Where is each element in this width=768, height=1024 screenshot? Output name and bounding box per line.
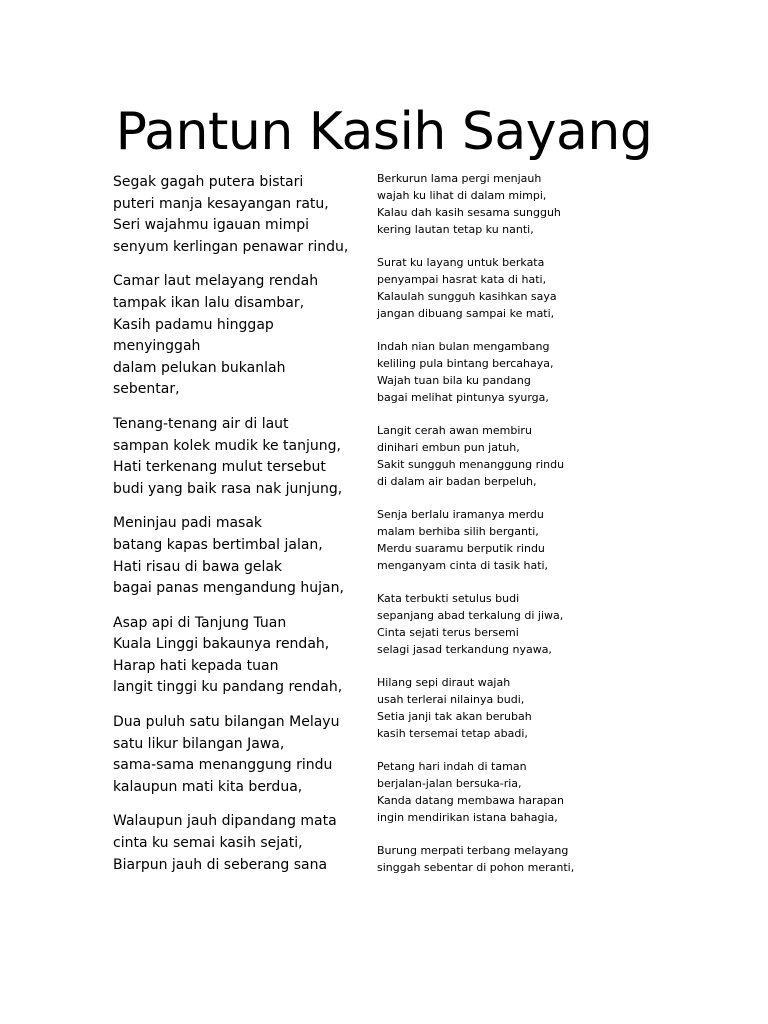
poem-line: Walaupun jauh dipandang mata [113, 813, 337, 830]
left-poem-column [113, 172, 363, 889]
poem-line: menganyam cinta di tasik hati, [377, 559, 549, 572]
poem-line: puteri manja kesayangan ratu, [113, 195, 329, 212]
poem-line: Kata terbukti setulus budi [377, 592, 520, 605]
pantun-stanza [377, 842, 592, 876]
poem-line: keliling pula bintang bercahaya, [377, 357, 554, 370]
poem-line: kering lautan tetap ku nanti, [377, 223, 534, 236]
poem-line: dalam pelukan bukanlah [113, 359, 286, 376]
pantun-stanza [113, 414, 363, 500]
pantun-stanza [377, 422, 592, 490]
poem-line: Seri wajahmu igauan mimpi [113, 217, 309, 234]
poem-line: Camar laut melayang rendah [113, 273, 319, 290]
poem-line: budi yang baik rasa nak junjung, [113, 480, 343, 497]
poem-line: Harap hati kepada tuan [113, 657, 279, 674]
poem-line: bagai panas mengandung hujan, [113, 580, 344, 597]
pantun-stanza [113, 172, 363, 258]
poem-line: Dua puluh satu bilangan Melayu [113, 714, 340, 731]
poem-line: di dalam air badan berpeluh, [377, 475, 537, 488]
poem-line: Biarpun jauh di seberang sana [113, 856, 328, 873]
poem-line: penyampai hasrat kata di hati, [377, 273, 547, 286]
poem-line: Indah nian bulan mengambang [377, 340, 550, 353]
poem-line: langit tinggi ku pandang rendah, [113, 679, 343, 696]
poem-line: sebentar, [113, 381, 180, 398]
poem-line: berjalan-jalan bersuka-ria, [377, 777, 522, 790]
pantun-stanza [113, 712, 363, 798]
poem-line: Langit cerah awan membiru [377, 424, 532, 437]
poem-line: Petang hari indah di taman [377, 760, 527, 773]
poem-line: Hilang sepi diraut wajah [377, 676, 511, 689]
poem-line: satu likur bilangan Jawa, [113, 735, 285, 752]
poem-line: Burung merpati terbang melayang [377, 844, 569, 857]
poem-line: sepanjang abad terkalung di jiwa, [377, 609, 564, 622]
poem-line: Kuala Linggi bakaunya rendah, [113, 636, 330, 653]
poem-line: Merdu suaramu berputik rindu [377, 542, 545, 555]
poem-line: Kalau dah kasih sesama sungguh [377, 206, 561, 219]
page-title: Pantun Kasih Sayang [115, 102, 653, 162]
poem-line: Surat ku layang untuk berkata [377, 256, 545, 269]
poem-line: senyum kerlingan penawar rindu, [113, 238, 349, 255]
poem-line: Hati terkenang mulut tersebut [113, 459, 326, 476]
pantun-stanza [377, 338, 592, 406]
poem-line: Kasih padamu hinggap [113, 316, 274, 333]
poem-line: kalaupun mati kita berdua, [113, 778, 303, 795]
poem-line: Wajah tuan bila ku pandang [377, 374, 531, 387]
poem-line: Kalaulah sungguh kasihkan saya [377, 290, 557, 303]
pantun-stanza [113, 811, 363, 876]
poem-line: Senja berlalu iramanya merdu [377, 508, 544, 521]
poem-line: Kanda datang membawa harapan [377, 794, 565, 807]
poem-line: cinta ku semai kasih sejati, [113, 835, 303, 852]
poem-line: Cinta sejati terus bersemi [377, 626, 519, 639]
pantun-stanza [113, 513, 363, 599]
poem-line: Tenang-tenang air di laut [113, 415, 289, 432]
pantun-stanza [377, 758, 592, 826]
pantun-stanza [377, 170, 592, 238]
poem-line: malam berhiba silih berganti, [377, 525, 539, 538]
poem-line: selagi jasad terkandung nyawa, [377, 643, 552, 656]
poem-line: jangan dibuang sampai ke mati, [377, 307, 555, 320]
poem-line: wajah ku lihat di dalam mimpi, [377, 189, 547, 202]
poem-line: Berkurun lama pergi menjauh [377, 172, 542, 185]
pantun-stanza [377, 674, 592, 742]
poem-line: Hati risau di bawa gelak [113, 558, 283, 575]
pantun-stanza [377, 506, 592, 574]
poem-line: singgah sebentar di pohon meranti, [377, 861, 575, 874]
pantun-stanza [113, 613, 363, 699]
poem-line: sampan kolek mudik ke tanjung, [113, 437, 341, 454]
pantun-stanza [377, 590, 592, 658]
poem-line: Meninjau padi masak [113, 515, 263, 532]
poem-line: Segak gagah putera bistari [113, 174, 304, 190]
poem-line: batang kapas bertimbal jalan, [113, 536, 323, 553]
poem-line: dinihari embun pun jatuh, [377, 441, 520, 454]
poem-line: Sakit sungguh menanggung rindu [377, 458, 565, 471]
poem-line: Setia janji tak akan berubah [377, 710, 532, 723]
poem-line: sama-sama menanggung rindu [113, 757, 333, 774]
right-poem-column [377, 170, 592, 892]
pantun-stanza [113, 271, 363, 401]
poem-line: Asap api di Tanjung Tuan [113, 614, 287, 631]
poem-line: usah terlerai nilainya budi, [377, 693, 525, 706]
poem-line: menyinggah [113, 338, 201, 355]
poem-line: kasih tersemai tetap abadi, [377, 727, 528, 740]
poem-line: tampak ikan lalu disambar, [113, 294, 305, 311]
pantun-stanza [377, 254, 592, 322]
poem-line: bagai melihat pintunya syurga, [377, 391, 549, 404]
poem-line: ingin mendirikan istana bahagia, [377, 811, 558, 824]
